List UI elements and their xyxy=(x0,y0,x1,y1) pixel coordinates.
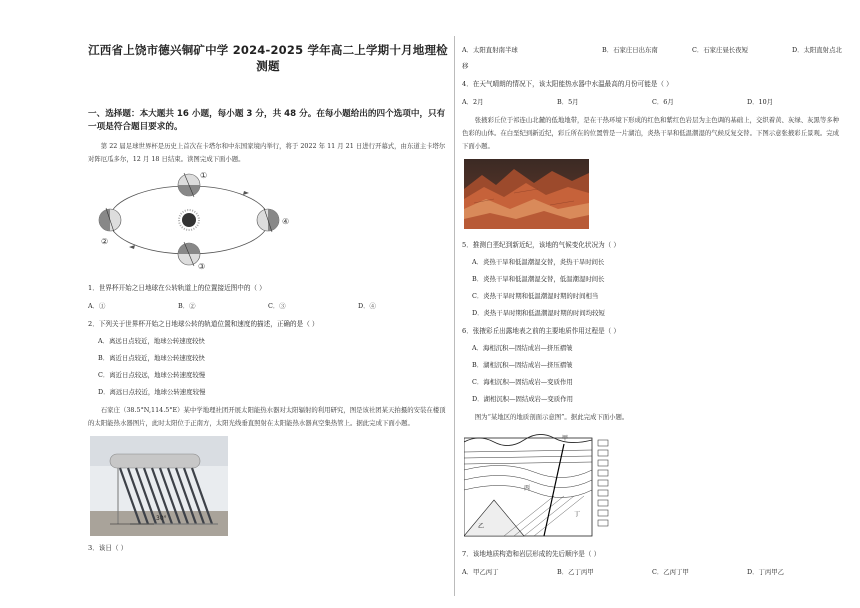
earth-icon xyxy=(178,242,200,266)
question-7-options xyxy=(462,566,842,578)
option-a: A．炎热干旱和低温潮湿交替，炎热干旱时间长 xyxy=(472,258,605,266)
page-title: 江西省上饶市德兴铜矿中学 2024-2025 学年高二上学期十月地理检测题 xyxy=(88,43,448,73)
question-7: 7．该地地质构造和岩层形成的先后顺序是（ ） xyxy=(462,550,601,558)
question-6: 6．张掖彩丘出露地表之前的主要地质作用过程是（ ） xyxy=(462,327,620,335)
question-4-options xyxy=(462,96,842,108)
option-d: D．湖相沉积—固结成岩—变质作用 xyxy=(472,395,573,403)
passage-danxia: 张掖彩丘位于祁连山北麓的低地地带，是在干热环境下形成的红色和紫红色岩层为主色调的基础上，交织着黄、灰绿、灰黑等多种色彩的山体。在白垩纪到新近纪，彩丘所在的位置曾是一片湖泊，炎热干旱和低温潮湿的气候反复交替。下图示意张掖彩丘景观。完成下面小题。 xyxy=(462,116,840,150)
option-b: B．② xyxy=(178,302,196,310)
position-label-4: ④ xyxy=(282,217,290,226)
passage-solar-heater: 石家庄（38.5°N,114.5°E）某中学地理社团开展太阳能热水器对太阳辐射的利用研究，图是该社团某天拍摄的安装在楼顶的太阳能热水器图片，此时太阳位于正南方，太阳光线垂直照射在太阳能热水器真空集热管上。据此完成下面小题。 xyxy=(88,406,446,427)
orbit-arrow-icon xyxy=(129,245,135,249)
option-b: B．炎热干旱和低温潮湿交替，低温潮湿时间长 xyxy=(472,275,605,283)
question-4: 4．在天气晴朗的情况下，该太阳能热水器中水温最高的月份可能是（ ） xyxy=(462,80,673,88)
option-c: C．石家庄昼长夜短 xyxy=(692,46,749,54)
option-c: C．离近日点较远，地球公转速度较慢 xyxy=(98,371,206,379)
passage-geology: 图为“某地区的地质剖面示意图”。据此完成下面小题。 xyxy=(474,413,629,421)
option-d: D．④ xyxy=(358,302,376,310)
option-a: A．太阳直射南半球 xyxy=(462,46,518,54)
position-label-2: ② xyxy=(101,237,109,246)
column-divider xyxy=(454,36,455,596)
earth-icon xyxy=(178,173,200,197)
left-column xyxy=(88,30,448,554)
stratum-label-yi: 乙 xyxy=(478,523,485,530)
option-d: D．炎热干旱时期和低温潮湿时期的时间均较短 xyxy=(472,309,605,317)
option-a: A．甲乙丙丁 xyxy=(462,568,499,576)
question-2: 2．下列关于世界杯开始之日地球公转的轨道位置和速度的描述，正确的是（ ） xyxy=(88,320,319,328)
earth-icon xyxy=(257,208,279,232)
position-label-3: ③ xyxy=(198,262,206,271)
option-c: C．炎热干旱时期和低温潮湿时期的时间相当 xyxy=(472,292,599,300)
option-b: B．离近日点较近，地球公转速度较快 xyxy=(98,354,205,362)
option-c: C．6月 xyxy=(652,98,674,106)
question-1-options xyxy=(88,300,448,312)
option-d-continued xyxy=(462,60,842,72)
sun-icon xyxy=(182,213,196,227)
question-1: 1．世界杯开始之日地球在公转轨道上的位置接近图中的（ ） xyxy=(88,284,266,292)
option-d: D．太阳直射点北 xyxy=(792,46,842,54)
option-d-tail: 移 xyxy=(462,62,469,70)
option-d: D．离远日点较近，地球公转速度较慢 xyxy=(98,388,206,396)
passage-worldcup: 第 22 届足球世界杯是历史上首次在卡塔尔和中东国家境内举行，将于 2022 年 11 月 21 日进行开幕式，由东道主卡塔尔对阵厄瓜多尔，12 月 18 日结束。读图完成下面小题。 xyxy=(88,142,446,163)
stratum-label-jia: 甲 xyxy=(562,435,569,442)
stratum-label-ding: 丁 xyxy=(574,511,581,518)
option-b: B．5月 xyxy=(557,98,579,106)
section-heading: 一、选择题：本大题共 16 小题，每小题 3 分，共 48 分。在每小题给出的四个选项中，只有一项是符合题目要求的。 xyxy=(88,109,446,132)
option-b: B．湖相沉积—固结成岩—挤压褶皱 xyxy=(472,361,573,369)
option-c: C．③ xyxy=(268,302,286,310)
orbit-arrow-icon xyxy=(243,191,249,195)
solar-heater-photo xyxy=(90,436,228,536)
option-a: A．2月 xyxy=(462,98,484,106)
stratum-label-bing: 丙 xyxy=(524,485,531,492)
earth-orbit-diagram xyxy=(94,172,294,272)
option-c: C．乙丙丁甲 xyxy=(652,568,689,576)
option-a: A．① xyxy=(88,302,106,310)
option-b: B．石家庄日出东南 xyxy=(602,46,658,54)
question-3: 3．该日（ ） xyxy=(88,544,128,552)
option-c: C．海相沉积—固结成岩—变质作用 xyxy=(472,378,573,386)
question-5: 5．推测白垩纪到新近纪，该地的气候变化状况为（ ） xyxy=(462,241,620,249)
option-d: D．丁丙甲乙 xyxy=(747,568,785,576)
option-b: B．乙丁丙甲 xyxy=(557,568,594,576)
rainbow-mountain-photo xyxy=(464,159,589,229)
earth-icon xyxy=(99,208,121,232)
position-label-1: ① xyxy=(200,172,208,180)
option-a: A．离远日点较近，地球公转速度较快 xyxy=(98,337,205,345)
question-3-options xyxy=(462,44,842,56)
angle-label: 30° xyxy=(156,515,167,522)
geologic-section-diagram xyxy=(464,430,619,538)
option-d: D．10月 xyxy=(747,98,774,106)
right-column xyxy=(462,44,842,578)
option-a: A．海相沉积—固结成岩—挤压褶皱 xyxy=(472,344,573,352)
